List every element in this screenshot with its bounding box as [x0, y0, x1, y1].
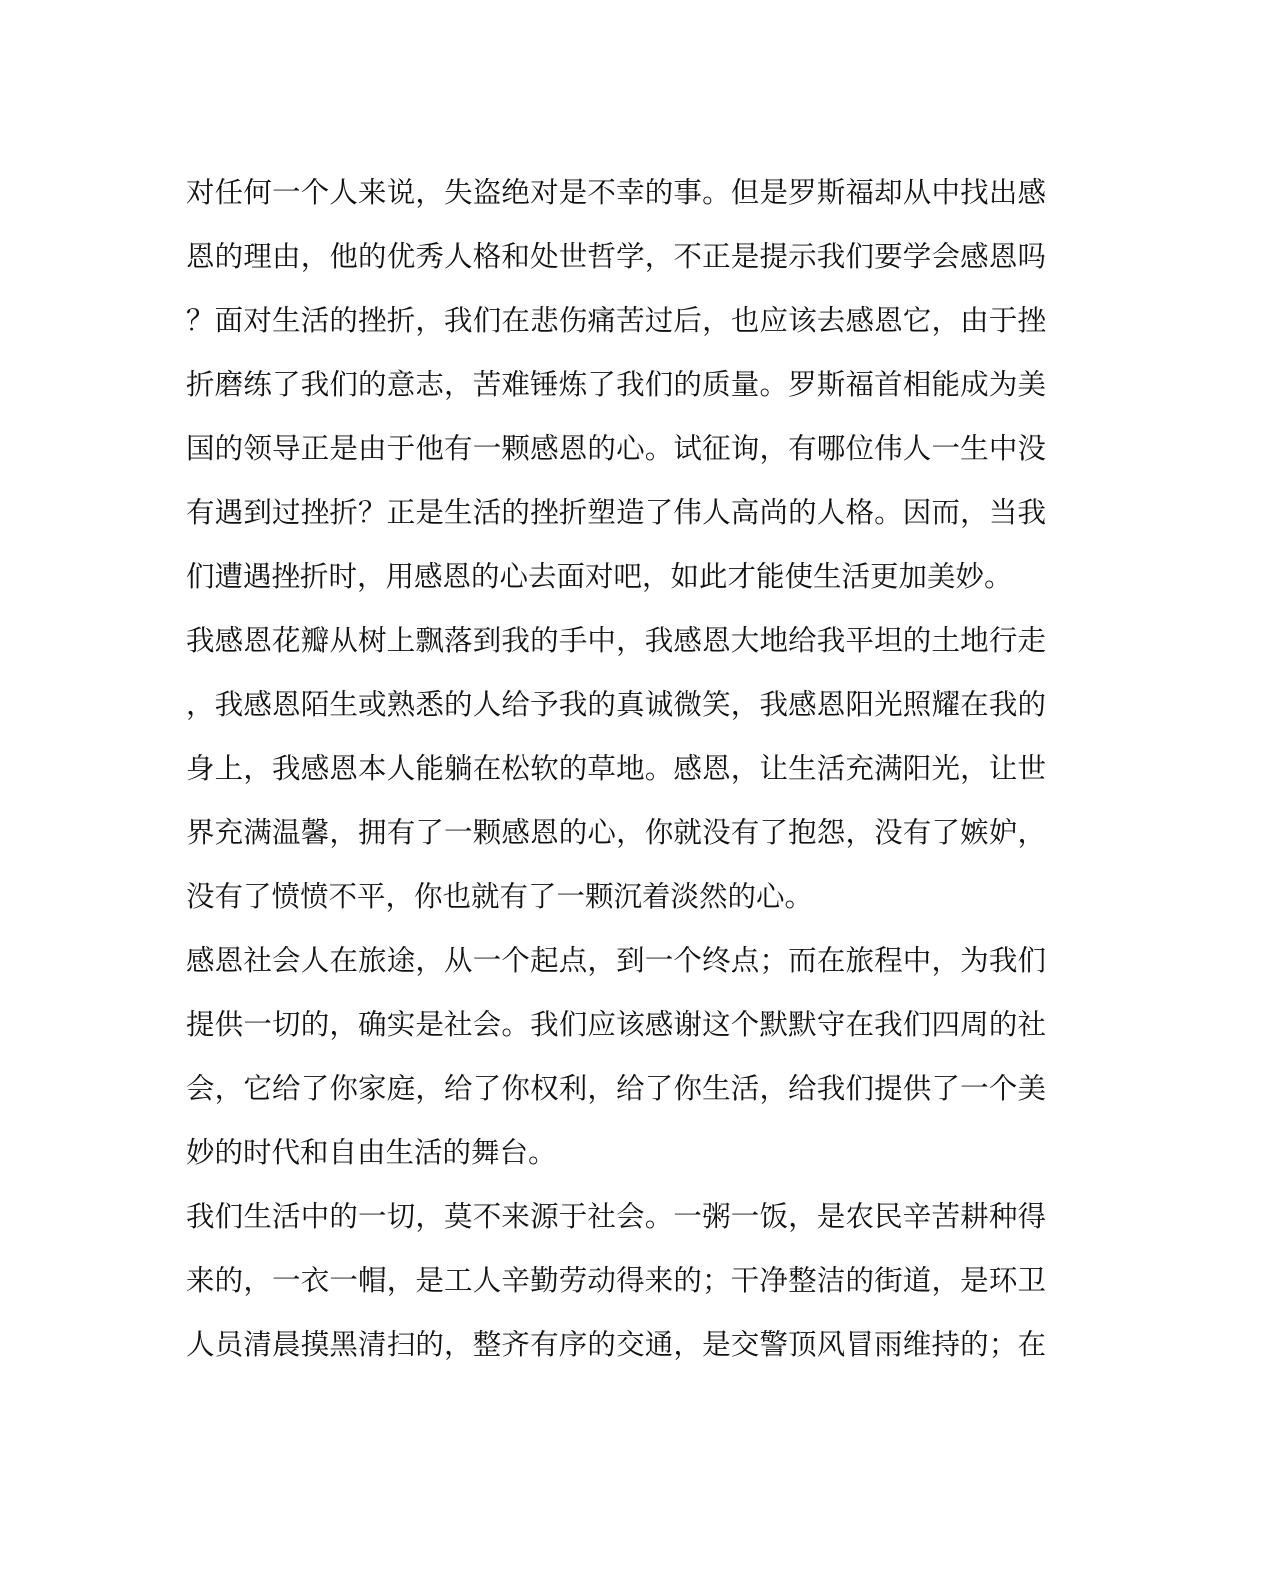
paragraph-2: [186, 609, 1046, 929]
text-line: ？面对生活的挫折，我们在悲伤痛苦过后，也应该去感恩它，由于挫: [186, 304, 1046, 337]
text-line: 我感恩花瓣从树上飘落到我的手中，我感恩大地给我平坦的土地行走: [186, 624, 1046, 657]
text-line: 恩的理由，他的优秀人格和处世哲学，不正是提示我们要学会感恩吗: [186, 240, 1046, 273]
text-line: ，我感恩陌生或熟悉的人给予我的真诚微笑，我感恩阳光照耀在我的: [186, 688, 1046, 721]
text-line: 国的领导正是由于他有一颗感恩的心。试征询，有哪位伟人一生中没: [186, 432, 1046, 465]
text-line: 界充满温馨，拥有了一颗感恩的心，你就没有了抱怨，没有了嫉妒，: [186, 816, 1046, 849]
paragraph-3: [186, 929, 1046, 1185]
text-line: 身上，我感恩本人能躺在松软的草地。感恩，让生活充满阳光，让世: [186, 752, 1046, 785]
text-line: 人员清晨摸黑清扫的，整齐有序的交通，是交警顶风冒雨维持的；在: [186, 1328, 1046, 1361]
text-line: 感恩社会人在旅途，从一个起点，到一个终点；而在旅程中，为我们: [186, 944, 1046, 977]
text-line: 没有了愤愤不平，你也就有了一颗沉着淡然的心。: [186, 880, 814, 913]
paragraph-4: [186, 1185, 1046, 1377]
text-line: 提供一切的，确实是社会。我们应该感谢这个默默守在我们四周的社: [186, 1008, 1046, 1041]
text-line: 妙的时代和自由生活的舞台。: [186, 1136, 557, 1169]
text-line: 会，它给了你家庭，给了你权利，给了你生活，给我们提供了一个美: [186, 1072, 1046, 1105]
text-line: 对任何一个人来说，失盗绝对是不幸的事。但是罗斯福却从中找出感: [186, 176, 1046, 209]
text-line: 我们生活中的一切，莫不来源于社会。一粥一饭，是农民辛苦耕种得: [186, 1200, 1046, 1233]
paragraph-1: [186, 161, 1046, 609]
text-line: 有遇到过挫折？正是生活的挫折塑造了伟人高尚的人格。因而，当我: [186, 496, 1046, 529]
text-line: 来的，一衣一帽，是工人辛勤劳动得来的；干净整洁的街道，是环卫: [186, 1264, 1046, 1297]
text-line: 折磨练了我们的意志，苦难锤炼了我们的质量。罗斯福首相能成为美: [186, 368, 1046, 401]
text-line: 们遭遇挫折时，用感恩的心去面对吧，如此才能使生活更加美妙。: [186, 560, 1013, 593]
document-body: [186, 161, 1046, 1377]
